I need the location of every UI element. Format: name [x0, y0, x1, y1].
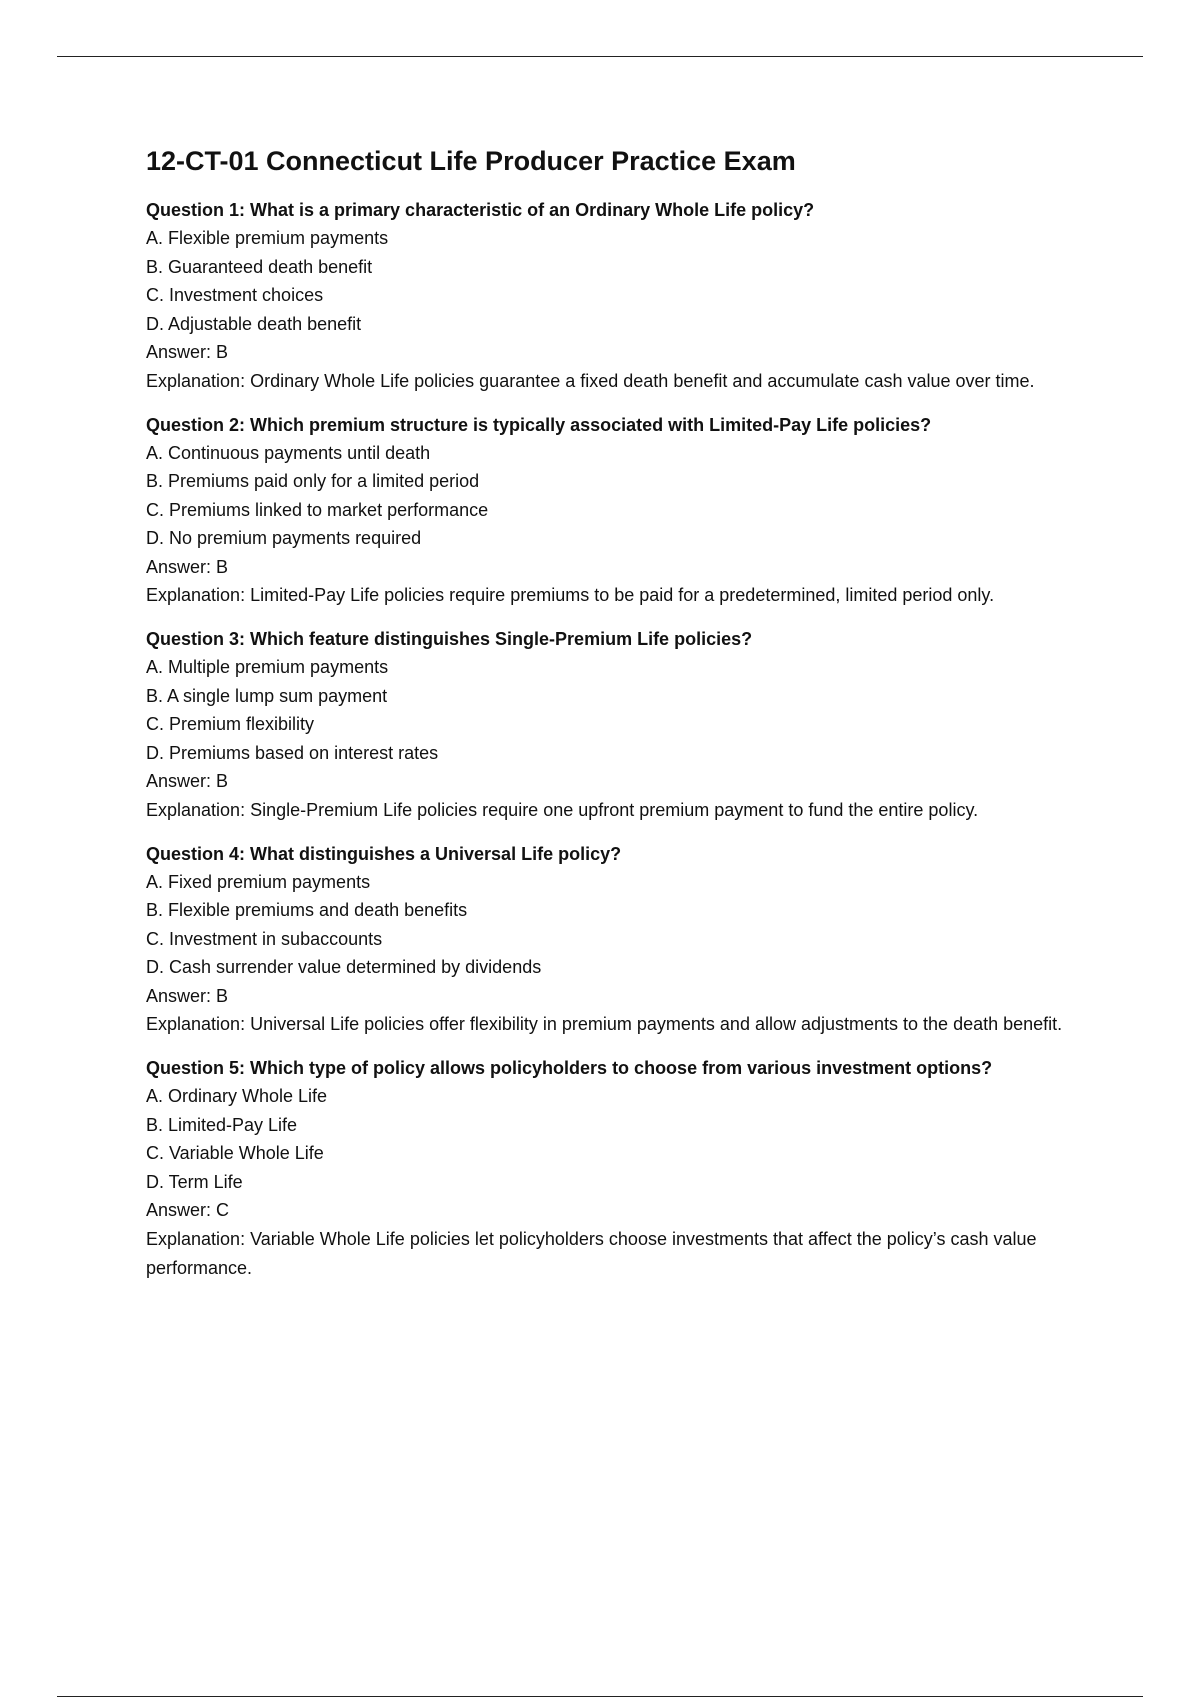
option-c: C. Variable Whole Life	[146, 1143, 324, 1163]
explanation: Explanation: Variable Whole Life policies let policyholders choose investments that affect the policy’s cash value performance.	[146, 1228, 1037, 1278]
option-b: B. Flexible premiums and death benefits	[146, 900, 468, 920]
answer: Answer: B	[146, 342, 229, 362]
option-d: D. Adjustable death benefit	[146, 313, 362, 334]
question-3	[146, 625, 1086, 825]
question-text: Question 5: Which type of policy allows policyholders to choose from various investment options?	[146, 1058, 993, 1078]
option-d: D. Term Life	[146, 1171, 243, 1192]
option-d: D. No premium payments required	[146, 528, 422, 548]
footer-rule	[57, 1696, 1143, 1697]
explanation: Explanation: Ordinary Whole Life policies guarantee a fixed death benefit and accumulate cash value over time.	[146, 370, 1035, 391]
option-a: A. Continuous payments until death	[146, 442, 431, 463]
question-text: Question 3: Which feature distinguishes Single-Premium Life policies?	[146, 629, 753, 649]
option-a: A. Flexible premium payments	[146, 228, 389, 248]
option-a: A. Ordinary Whole Life	[146, 1086, 328, 1106]
option-d: D. Cash surrender value determined by dividends	[146, 957, 542, 977]
option-b: B. Limited-Pay Life	[146, 1114, 298, 1135]
header-rule	[57, 56, 1143, 57]
question-2	[146, 411, 1086, 611]
option-c: C. Investment in subaccounts	[146, 928, 383, 949]
answer: Answer: B	[146, 985, 229, 1006]
explanation: Explanation: Universal Life policies offer flexibility in premium payments and allow adjustments to the death benefit.	[146, 1014, 1063, 1034]
explanation: Explanation: Limited-Pay Life policies require premiums to be paid for a predetermined, limited period only.	[146, 585, 995, 605]
question-text: Question 4: What distinguishes a Universal Life policy?	[146, 843, 622, 864]
option-b: B. Premiums paid only for a limited period	[146, 471, 480, 491]
document-title: 12-CT-01 Connecticut Life Producer Practice Exam	[146, 146, 796, 176]
answer: Answer: C	[146, 1200, 230, 1220]
option-c: C. Premiums linked to market performance	[146, 499, 489, 520]
question-text: Question 1: What is a primary characteristic of an Ordinary Whole Life policy?	[146, 200, 815, 220]
explanation: Explanation: Single-Premium Life policies require one upfront premium payment to fund the entire policy.	[146, 799, 979, 820]
option-a: A. Multiple premium payments	[146, 657, 389, 677]
answer: Answer: B	[146, 556, 229, 577]
question-5	[146, 1054, 1086, 1283]
answer: Answer: B	[146, 771, 229, 791]
question-text: Question 2: Which premium structure is typically associated with Limited-Pay Life policies?	[146, 414, 932, 435]
question-1	[146, 196, 1086, 396]
question-4	[146, 840, 1086, 1040]
option-b: B. Guaranteed death benefit	[146, 256, 373, 277]
option-c: C. Premium flexibility	[146, 714, 315, 734]
option-c: C. Investment choices	[146, 285, 324, 305]
document-page	[146, 144, 1086, 1298]
option-d: D. Premiums based on interest rates	[146, 742, 439, 763]
option-a: A. Fixed premium payments	[146, 871, 371, 892]
option-b: B. A single lump sum payment	[146, 685, 388, 706]
